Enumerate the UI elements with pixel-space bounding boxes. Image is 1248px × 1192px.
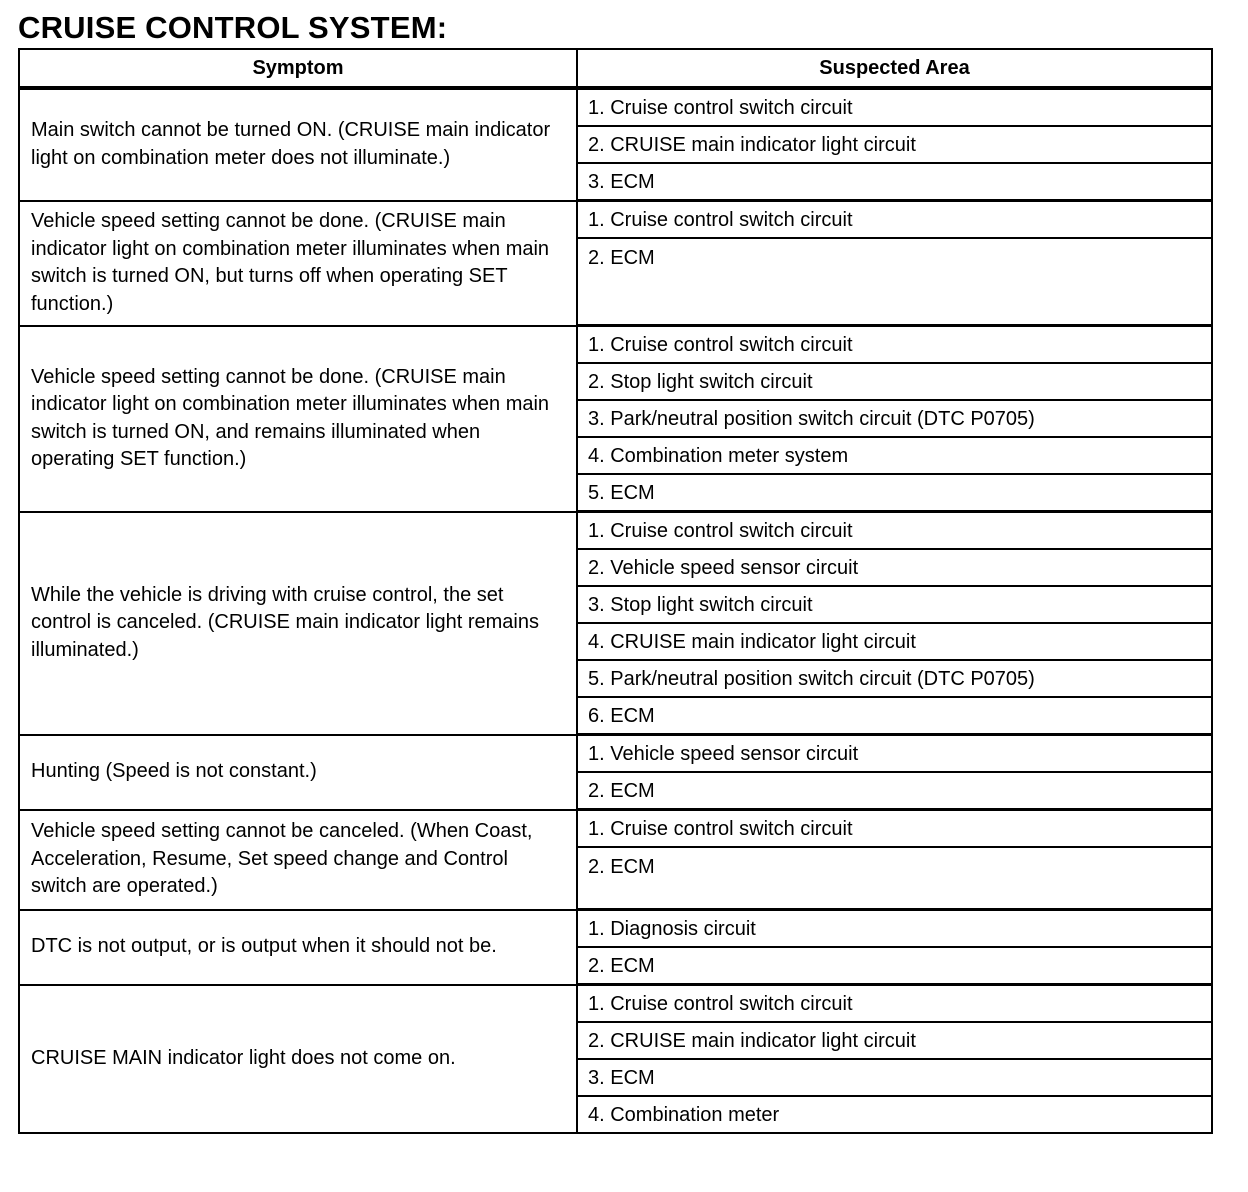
- suspected-area-cell: 2. CRUISE main indicator light circuit: [577, 126, 1212, 163]
- suspected-area-cell: 2. ECM: [577, 847, 1212, 910]
- suspected-area-cell: 2. Vehicle speed sensor circuit: [577, 549, 1212, 586]
- suspected-area-cell: 5. Park/neutral position switch circuit (DTC P0705): [577, 660, 1212, 697]
- suspected-area-cell: 1. Cruise control switch circuit: [577, 810, 1212, 848]
- table-row: [19, 326, 1212, 364]
- suspected-area-cell: 1. Diagnosis circuit: [577, 910, 1212, 948]
- table-row: [19, 810, 1212, 848]
- suspected-area-cell: 1. Cruise control switch circuit: [577, 88, 1212, 126]
- suspected-area-cell: 5. ECM: [577, 474, 1212, 512]
- suspected-area-cell: 3. Park/neutral position switch circuit (DTC P0705): [577, 400, 1212, 437]
- suspected-area-cell: 1. Cruise control switch circuit: [577, 512, 1212, 550]
- symptom-column-header: Symptom: [19, 49, 577, 88]
- suspected-area-cell: 2. ECM: [577, 947, 1212, 985]
- table-row: [19, 512, 1212, 550]
- suspected-area-cell: 1. Vehicle speed sensor circuit: [577, 735, 1212, 773]
- suspected-area-cell: 4. CRUISE main indicator light circuit: [577, 623, 1212, 660]
- suspected-area-cell: 6. ECM: [577, 697, 1212, 735]
- suspected-area-cell: 3. ECM: [577, 163, 1212, 201]
- symptom-cell: Vehicle speed setting cannot be done. (CRUISE main indicator light on combination meter illuminates when main switch is turned ON, and remains illuminated when operating SET function.): [19, 326, 577, 512]
- troubleshooting-table: [18, 48, 1213, 1134]
- symptom-cell: CRUISE MAIN indicator light does not come on.: [19, 985, 577, 1134]
- suspected-area-cell: 1. Cruise control switch circuit: [577, 985, 1212, 1023]
- table-row: [19, 985, 1212, 1023]
- table-header-row: [19, 49, 1212, 88]
- symptom-cell: Vehicle speed setting cannot be canceled. (When Coast, Acceleration, Resume, Set speed change and Control switch are operated.): [19, 810, 577, 910]
- suspected-area-cell: 2. CRUISE main indicator light circuit: [577, 1022, 1212, 1059]
- table-row: [19, 88, 1212, 126]
- suspected-area-cell: 3. Stop light switch circuit: [577, 586, 1212, 623]
- suspected-area-column-header: Suspected Area: [577, 49, 1212, 88]
- suspected-area-cell: 1. Cruise control switch circuit: [577, 201, 1212, 239]
- suspected-area-cell: 4. Combination meter system: [577, 437, 1212, 474]
- suspected-area-cell: 3. ECM: [577, 1059, 1212, 1096]
- table-row: [19, 735, 1212, 773]
- suspected-area-cell: 2. ECM: [577, 238, 1212, 326]
- symptom-cell: DTC is not output, or is output when it should not be.: [19, 910, 577, 985]
- suspected-area-cell: 1. Cruise control switch circuit: [577, 326, 1212, 364]
- page-title: CRUISE CONTROL SYSTEM:: [18, 10, 448, 45]
- symptom-cell: Vehicle speed setting cannot be done. (CRUISE main indicator light on combination meter illuminates when main switch is turned ON, but turns off when operating SET function.): [19, 201, 577, 326]
- suspected-area-cell: 2. Stop light switch circuit: [577, 363, 1212, 400]
- table-row: [19, 201, 1212, 239]
- symptom-cell: Hunting (Speed is not constant.): [19, 735, 577, 810]
- symptom-cell: While the vehicle is driving with cruise control, the set control is canceled. (CRUISE main indicator light remains illuminated.): [19, 512, 577, 735]
- suspected-area-cell: 4. Combination meter: [577, 1096, 1212, 1133]
- suspected-area-cell: 2. ECM: [577, 772, 1212, 810]
- symptom-cell: Main switch cannot be turned ON. (CRUISE main indicator light on combination meter does not illuminate.): [19, 88, 577, 201]
- table-row: [19, 910, 1212, 948]
